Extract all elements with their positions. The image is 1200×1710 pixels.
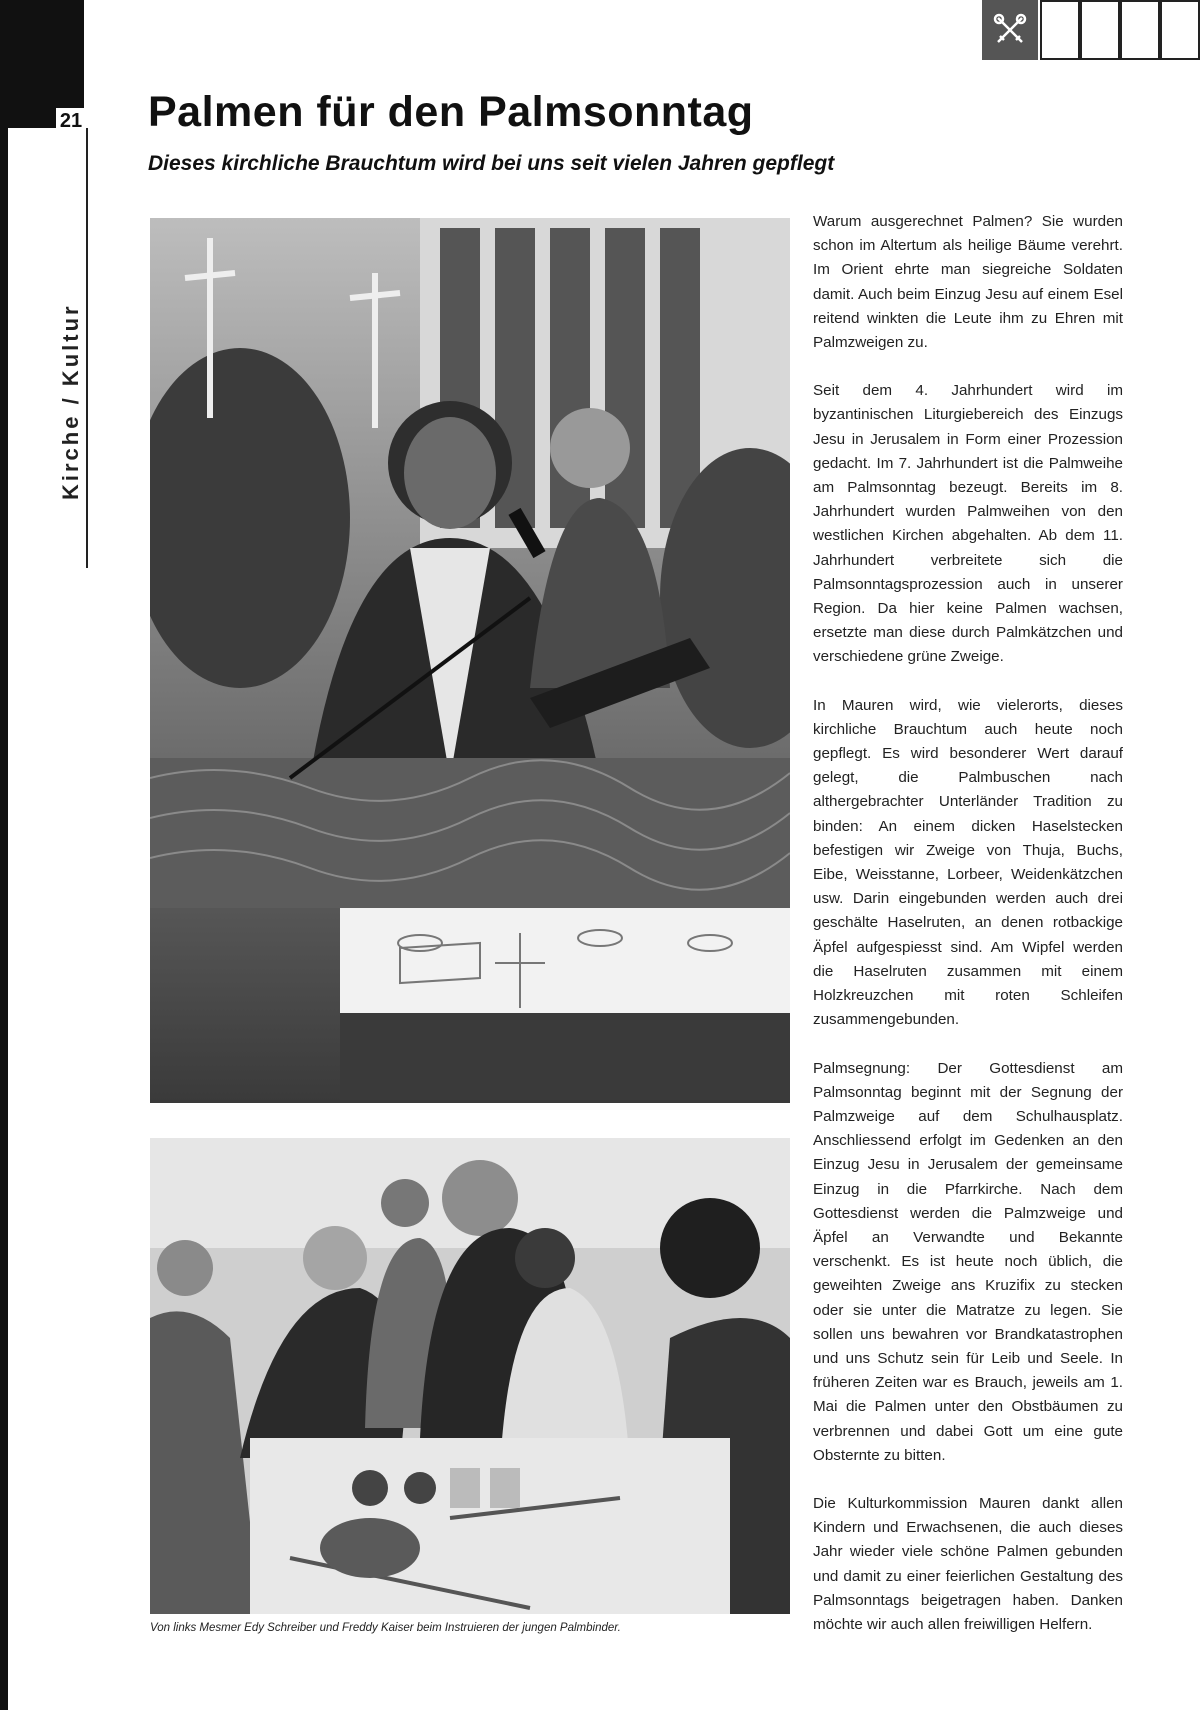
corner-cell [1160,0,1200,60]
photo-palm-binding [150,1138,790,1614]
article-paragraph: Palmsegnung: Der Gottesdienst am Palmsonntag beginnt mit der Segnung der Palmzweige auf dem Schulhausplatz. Anschliessend erfolgt im Gedenken an den Einzug Jesu in Jerusalem der gemeinsame Einzug in die Pfarrkirche. Nach dem Gottesdienst werden die Palmzweige und Äpfel an Verwandte und Bekannte verschenkt. Es ist heute noch üblich, die geweihten Zweige ans Kruzifix zu stecken oder sie unter die Matratze zu legen. Sie sollen uns bewahren vor Brandkatastrophen und uns Schutz sein für Leib und Seele. In früheren Zeiten war es Brauch, jeweils am 1. Mai die Palmen unter den Obstbäumen zu verbrennen und dabei Gott um eine gute Obsternte zu bitten. [813,1059,1123,1464]
article-paragraph: In Mauren wird, wie vielerorts, dieses kirchliche Brauchtum auch heute noch gepflegt. Es wird besonderer Wert darauf gelegt, die Palmbuschen nach althergebrachter Unterländer Tradition zu binden: An einem dicken Haselstecken befestigen wir Zweige von Thuja, Buchs, Eibe, Weisstanne, Lorbeer, Weidenkätzchen usw. Darin eingebunden werden auch drei geschälte Haselruten, an denen rotbackige Äpfel aufgespiesst sind. Am Wipfel werden die Haselruten zusammen mit einem Holzkreuzchen mit roten Schleifen zusammengebunden. [813,696,1123,1029]
article-paragraph: Warum ausgerechnet Palmen? Sie wurden schon im Altertum als heilige Bäume verehrt. Im Orient ehrte man siegreiche Soldaten damit. Auch beim Einzug Jesu auf einem Esel reitend winkten die Leute ihm zu Ehren mit Palmzweigen zu. [813,213,1123,352]
photo-caption: Von links Mesmer Edy Schreiber und Freddy Kaiser beim Instruieren der jungen Palmbinder. [150,1622,621,1634]
article-paragraph: Die Kulturkommission Mauren dankt allen Kindern und Erwachsenen, die auch dieses Jahr wieder viele schöne Palmen gebunden und damit zu einer feierlichen Gestaltung des Palmsonntags beigetragen haben. Danken möchte wir auch allen freiwilligen Helfern. [813,1494,1123,1633]
page-number: 21 [56,108,86,134]
corner-cell [1040,0,1080,60]
crossed-keys-icon [982,0,1040,60]
corner-cell [1120,0,1160,60]
photo-palm-sunday-mass [150,218,790,1103]
article-title: Palmen für den Palmsonntag [148,88,754,136]
article-subtitle: Dieses kirchliche Brauchtum wird bei uns seit vielen Jahren gepflegt [148,152,835,175]
corner-icon-strip [982,0,1200,60]
article-body [813,210,1123,1661]
left-margin-edge [0,128,8,1710]
corner-cell [1080,0,1120,60]
section-rule [86,128,88,568]
section-label: Kirche / Kultur [58,303,83,500]
article-paragraph: Seit dem 4. Jahrhundert wird im byzantinischen Liturgiebereich des Einzugs Jesu in Jerusalem in Form einer Prozession gedacht. Im 7. Jahrhundert ist die Palmweihe am Palmsonntag bezeugt. Bereits im 8. Jahrhundert wurden Palmweihen von den westlichen Kirchen abgehalten. Ab dem 11. Jahrhundert verbreitete sich die Palmsonntagsprozession auch in unserer Region. Da hier keine Palmen wachsen, ersetzte man diese durch Palmkätzchen und verschiedene grüne Zweige. [813,382,1123,666]
